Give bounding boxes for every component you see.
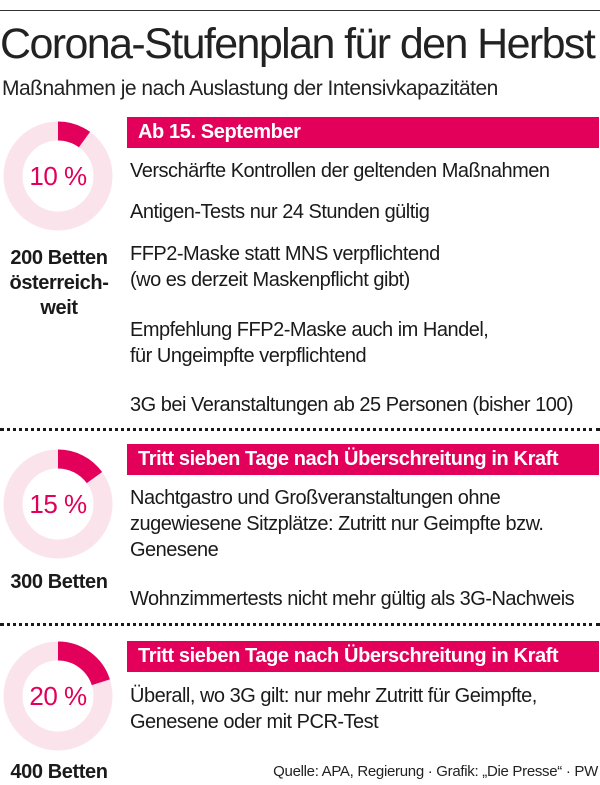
stage-2-percent: 15 % xyxy=(29,489,87,519)
stage-1-measure-1: Verschärfte Kontrollen der geltenden Maßnahmen xyxy=(130,160,550,182)
stage-2-header: Tritt sieben Tage nach Überschreitung in Kraft xyxy=(127,444,599,475)
chart-title: Corona-Stufenplan für den Herbst xyxy=(0,20,595,68)
stage-3-percent: 20 % xyxy=(29,681,87,711)
stage-3-measure-1: Überall, wo 3G gilt: nur mehr Zutritt für Geimpfte, Genesene oder mit PCR-Test xyxy=(130,685,537,733)
stage-1-percent: 10 % xyxy=(29,161,87,191)
stage-1-beds xyxy=(0,246,118,321)
stage-3-beds: 400 Betten xyxy=(10,761,108,783)
source-credit: Quelle: APA, Regierung · Grafik: „Die Presse“ · PW xyxy=(273,763,598,780)
top-rule xyxy=(0,10,600,11)
stage-1-header: Ab 15. September xyxy=(127,117,599,148)
stage-1-measure-4: Empfehlung FFP2-Maske auch im Handel, für Ungeimpfte verpflichtend xyxy=(130,319,489,367)
stage-1-measure-2: Antigen-Tests nur 24 Stunden gültig xyxy=(130,201,430,223)
stage-1-measure-5: 3G bei Veranstaltungen ab 25 Personen (bisher 100) xyxy=(130,394,574,416)
chart-subtitle: Maßnahmen je nach Auslastung der Intensivkapazitäten xyxy=(2,77,498,100)
stage-1-beds-label: 200 Betten österreich-weit xyxy=(9,247,109,319)
stage-3-header: Tritt sieben Tage nach Überschreitung in Kraft xyxy=(127,641,599,672)
stage-2-beds: 300 Betten xyxy=(10,571,108,593)
stage-2-measure-2: Wohnzimmertests nicht mehr gültig als 3G-Nachweis xyxy=(130,588,575,610)
section-divider-1 xyxy=(0,428,600,431)
stage-1-measure-3: FFP2-Maske statt MNS verpflichtend (wo es derzeit Maskenpflicht gibt) xyxy=(130,243,440,291)
stage-2-measure-1: Nachtgastro und Großveranstaltungen ohne zugewiesene Sitzplätze: Zutritt nur Geimpfte bzw. Genesene xyxy=(130,487,544,561)
section-divider-2 xyxy=(0,623,600,626)
